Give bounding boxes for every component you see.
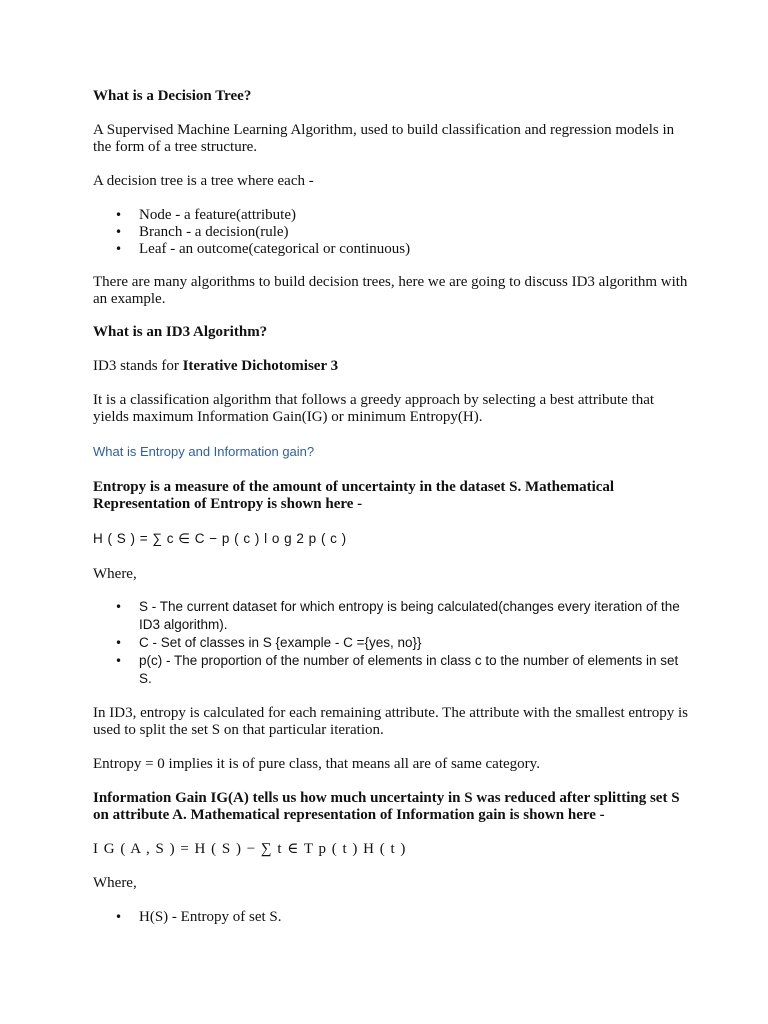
id3-entropy-paragraph: In ID3, entropy is calculated for each remaining attribute. The attribute with the smallest entropy is used to split the set S on that particular iteration.	[93, 705, 688, 738]
information-gain-definition: Information Gain IG(A) tells us how much uncertainty in S was reduced after splitting set S on attribute A. Mathematical representation of Information gain is shown here -	[93, 790, 680, 823]
information-gain-formula: I G ( A , S ) = H ( S ) − ∑ t ∈ T p ( t ) H ( t )	[93, 841, 407, 857]
id3-full-name: Iterative Dichotomiser 3	[182, 358, 339, 374]
entropy-formula: H ( S ) = ∑ c ∈ C − p ( c ) l o g 2 p ( c )	[93, 531, 347, 546]
ig-terms-list	[93, 909, 693, 926]
tree-definition: A decision tree is a tree where each -	[93, 173, 314, 189]
id3-description: It is a classification algorithm that follows a greedy approach by selecting a best attribute that yields maximum Information Gain(IG) or minimum Entropy(H).	[93, 392, 655, 425]
intro-paragraph: A Supervised Machine Learning Algorithm, used to build classification and regression models in the form of a tree structure.	[93, 122, 675, 155]
id3-stands-for	[93, 358, 693, 375]
list-item: • Branch - a decision(rule)	[93, 224, 693, 241]
list-item: • C - Set of classes in S {example - C ={yes, no}}	[93, 634, 693, 652]
list-item: • Leaf - an outcome(categorical or continuous)	[93, 241, 693, 258]
list-item: • H(S) - Entropy of set S.	[93, 909, 693, 926]
page-title: What is a Decision Tree?	[93, 88, 252, 104]
id3-heading: What is an ID3 Algorithm?	[93, 324, 268, 340]
entropy-terms-list	[93, 598, 693, 688]
entropy-definition: Entropy is a measure of the amount of uncertainty in the dataset S. Mathematical Representation of Entropy is shown here -	[93, 479, 615, 512]
list-item: • S - The current dataset for which entropy is being calculated(changes every iteration of the ID3 algorithm).	[93, 598, 693, 634]
algorithms-paragraph: There are many algorithms to build decision trees, here we are going to discuss ID3 algorithm with an example.	[93, 274, 688, 307]
entropy-zero-paragraph: Entropy = 0 implies it is of pure class, that means all are of same category.	[93, 756, 540, 772]
id3-stands-prefix: ID3 stands for	[93, 358, 183, 374]
where-label-2: Where,	[93, 875, 137, 891]
list-item: • Node - a feature(attribute)	[93, 207, 693, 224]
list-item: • p(c) - The proportion of the number of elements in class c to the number of elements in set S.	[93, 652, 693, 688]
tree-components-list	[93, 207, 693, 258]
where-label-1: Where,	[93, 566, 137, 582]
entropy-ig-subheading: What is Entropy and Information gain?	[93, 444, 315, 459]
